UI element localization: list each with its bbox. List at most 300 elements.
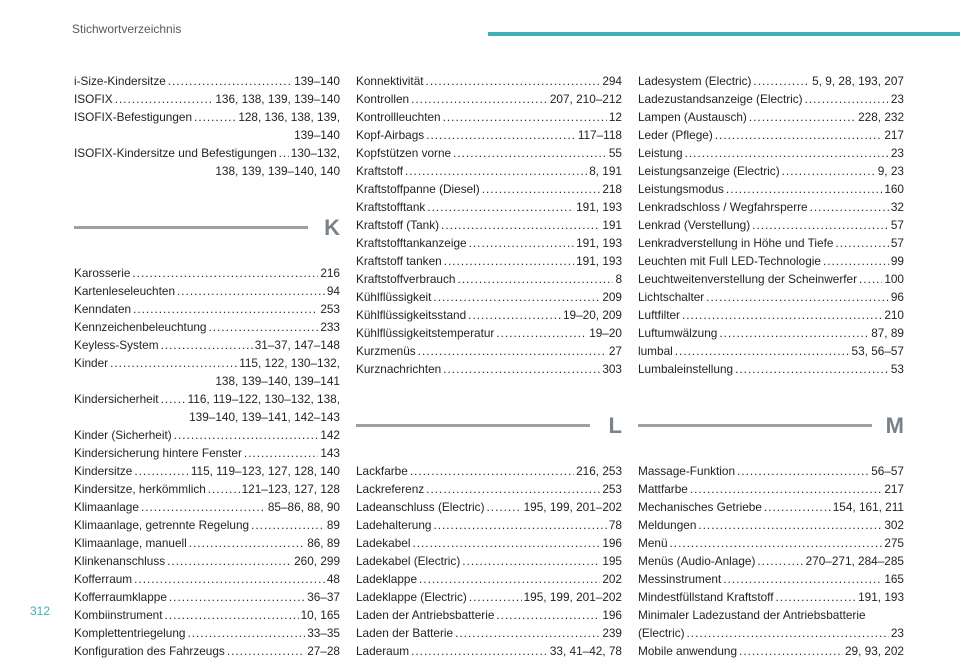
- page-reference: 100: [884, 272, 904, 286]
- index-entry: [74, 498, 340, 516]
- page-reference: 160: [884, 182, 904, 196]
- index-term: Luftfilter: [638, 308, 680, 322]
- index-term: Kontrollen: [356, 92, 410, 106]
- index-entry: [638, 534, 904, 552]
- index-term: Ladeanschluss (Electric): [356, 500, 485, 514]
- dot-leader: [433, 288, 600, 306]
- dot-leader: [410, 462, 574, 480]
- dot-leader: [468, 306, 561, 324]
- dot-leader: [279, 144, 289, 162]
- index-column-2: [356, 72, 622, 660]
- index-entry: [356, 480, 622, 498]
- page-reference: 165: [884, 572, 904, 586]
- index-entry: [356, 534, 622, 552]
- dot-leader: [194, 108, 236, 126]
- index-term: Konnektivität: [356, 74, 424, 88]
- page-reference-continued: 138, 139, 139–140, 140: [215, 164, 340, 178]
- page-reference-continued: 138, 139–140, 139–141: [215, 374, 340, 388]
- page-reference: 136, 138, 139, 139–140: [215, 92, 340, 106]
- page-reference: 154, 161, 211: [832, 500, 904, 514]
- dot-leader: [411, 642, 548, 660]
- page-reference: 94: [326, 284, 340, 298]
- index-entry: [638, 342, 904, 360]
- page-reference: 253: [602, 482, 622, 496]
- index-entry: [638, 144, 904, 162]
- index-entry: [74, 534, 340, 552]
- page-reference: 218: [602, 182, 622, 196]
- dot-leader: [685, 144, 889, 162]
- index-term: Kraftstoffverbrauch: [356, 272, 456, 286]
- index-entry: [356, 324, 622, 342]
- index-column-1: [74, 72, 340, 660]
- page-reference-continued: 139–140: [294, 128, 340, 142]
- index-term: Laden der Batterie: [356, 626, 454, 640]
- index-term: Ladesystem (Electric): [638, 74, 752, 88]
- page-reference: 33, 41–42, 78: [549, 644, 622, 658]
- index-term: Leistungsmodus: [638, 182, 724, 196]
- page-reference: 303: [602, 362, 622, 376]
- dot-leader: [757, 552, 803, 570]
- index-entry: [74, 354, 340, 390]
- page-reference: 86, 89: [307, 536, 340, 550]
- index-term: Lackfarbe: [356, 464, 408, 478]
- page-reference: 29, 93, 202: [844, 644, 904, 658]
- index-term: Lackreferenz: [356, 482, 425, 496]
- dot-leader: [443, 108, 607, 126]
- index-entry: [638, 324, 904, 342]
- page-reference: 195, 199, 201–202: [523, 500, 622, 514]
- dot-leader: [433, 516, 606, 534]
- index-term: Lenkradschloss / Wegfahrsperre: [638, 200, 808, 214]
- page-reference: 196: [602, 608, 622, 622]
- index-entry: [356, 606, 622, 624]
- dot-leader: [782, 162, 876, 180]
- page-reference: 23: [890, 92, 904, 106]
- dot-leader: [457, 270, 613, 288]
- section-heading: [356, 414, 622, 454]
- page-reference: 27: [608, 344, 622, 358]
- page-reference: 57: [890, 236, 904, 250]
- dot-leader: [134, 570, 325, 588]
- index-term: Ladeklappe (Electric): [356, 590, 467, 604]
- dot-leader: [698, 516, 882, 534]
- page-reference: 239: [602, 626, 622, 640]
- dot-leader: [418, 342, 607, 360]
- index-term: lumbal: [638, 344, 673, 358]
- index-term: Leistungsanzeige (Electric): [638, 164, 780, 178]
- index-entry: [74, 300, 340, 318]
- index-entry: [74, 90, 340, 108]
- index-term: Kinder (Sicherheit): [74, 428, 172, 442]
- index-entry: [74, 282, 340, 300]
- page-reference: 195, 199, 201–202: [523, 590, 622, 604]
- index-term: Ladekabel (Electric): [356, 554, 461, 568]
- page-reference: 270–271, 284–285: [805, 554, 904, 568]
- index-entry: [356, 588, 622, 606]
- header-accent-bar: [488, 32, 960, 36]
- page-reference: 121–123, 127, 128: [241, 482, 340, 496]
- index-entry: [638, 570, 904, 588]
- page-reference: 99: [890, 254, 904, 268]
- index-term: Kühlflüssigkeitsstand: [356, 308, 467, 322]
- index-term: Klimaanlage, manuell: [74, 536, 187, 550]
- dot-leader: [134, 462, 189, 480]
- index-entry: [638, 126, 904, 144]
- index-term: i-Size-Kindersitze: [74, 74, 166, 88]
- index-term: Kraftstofftank: [356, 200, 426, 214]
- index-entry: [74, 642, 340, 660]
- dot-leader: [737, 462, 869, 480]
- index-entry: [356, 234, 622, 252]
- dot-leader: [835, 234, 888, 252]
- dot-leader: [132, 264, 318, 282]
- dot-leader: [764, 498, 831, 516]
- index-entry: [74, 570, 340, 588]
- index-entry: [638, 270, 904, 288]
- index-entry: [638, 234, 904, 252]
- dot-leader: [208, 480, 240, 498]
- dot-leader: [823, 252, 889, 270]
- dot-leader: [675, 342, 850, 360]
- page-reference: 191, 193: [576, 200, 622, 214]
- index-entry: [638, 480, 904, 498]
- index-entry: [74, 336, 340, 354]
- index-term: Kindersicherung hintere Fenster: [74, 446, 242, 460]
- index-term: Kofferraum: [74, 572, 133, 586]
- page-reference: 253: [320, 302, 340, 316]
- index-entry: [356, 252, 622, 270]
- dot-leader: [115, 90, 214, 108]
- dot-leader: [443, 360, 600, 378]
- index-term: Kontrollleuchten: [356, 110, 441, 124]
- index-entry: [356, 198, 622, 216]
- page-reference: 10, 165: [300, 608, 340, 622]
- index-entry: [74, 426, 340, 444]
- dot-leader: [167, 552, 292, 570]
- dot-leader: [706, 288, 889, 306]
- index-term: Klimaanlage: [74, 500, 139, 514]
- dot-leader: [723, 570, 882, 588]
- dot-leader: [715, 126, 883, 144]
- index-entry: [638, 72, 904, 90]
- dot-leader: [455, 624, 600, 642]
- dot-leader: [753, 72, 810, 90]
- index-term: Kindersitze: [74, 464, 133, 478]
- page-reference: 87, 89: [871, 326, 904, 340]
- dot-leader: [496, 324, 587, 342]
- page-reference: 143: [320, 446, 340, 460]
- index-entry: [356, 516, 622, 534]
- page-reference: 117–118: [577, 128, 622, 142]
- index-entry: [638, 642, 904, 660]
- index-term: ISOFIX-Befestigungen: [74, 110, 193, 124]
- index-term: Kopf-Airbags: [356, 128, 425, 142]
- dot-leader: [177, 282, 325, 300]
- index-entry: [74, 444, 340, 462]
- index-entry: [638, 588, 904, 606]
- page-reference: 210: [884, 308, 904, 322]
- index-term: Konfiguration des Fahrzeugs: [74, 644, 225, 658]
- dot-leader: [776, 588, 857, 606]
- dot-leader: [426, 480, 600, 498]
- index-entry: [356, 498, 622, 516]
- index-entry: [356, 108, 622, 126]
- index-entry: [74, 588, 340, 606]
- page-reference: 217: [884, 482, 904, 496]
- index-term: Komplettentriegelung: [74, 626, 186, 640]
- index-term: Kurznachrichten: [356, 362, 442, 376]
- index-term: Menü: [638, 536, 668, 550]
- dot-leader: [227, 642, 305, 660]
- page-reference: 115, 122, 130–132,: [239, 356, 340, 370]
- dot-leader: [188, 624, 306, 642]
- page-reference: 78: [608, 518, 622, 532]
- index-entry: [638, 90, 904, 108]
- index-entry: [356, 306, 622, 324]
- index-term: Kraftstofftankanzeige: [356, 236, 467, 250]
- section-letter: K: [324, 215, 340, 240]
- index-term: Leuchten mit Full LED-Technologie: [638, 254, 821, 268]
- page-reference-continued: 139–140, 139–141, 142–143: [189, 410, 340, 424]
- index-term: Kindersicherheit: [74, 392, 159, 406]
- index-entry: [74, 606, 340, 624]
- index-section-continued: [74, 72, 340, 180]
- dot-leader: [110, 354, 237, 372]
- index-entry: [74, 516, 340, 534]
- index-term: Ladezustandsanzeige (Electric): [638, 92, 803, 106]
- index-term: Ladekabel: [356, 536, 411, 550]
- index-term: Mechanisches Getriebe: [638, 500, 762, 514]
- page-reference: 130–132,: [290, 146, 340, 160]
- dot-leader: [412, 534, 600, 552]
- index-term: Kraftstoff: [356, 164, 403, 178]
- page-reference: 19–20: [589, 326, 622, 340]
- page-header-title: Stichwortverzeichnis: [72, 22, 182, 36]
- dot-leader: [244, 444, 318, 462]
- index-entry: [74, 72, 340, 90]
- page-reference: 196: [602, 536, 622, 550]
- index-term: Minimaler Ladezustand der Antriebsbatterie: [638, 608, 866, 622]
- page-reference: 191, 193: [576, 254, 622, 268]
- dot-leader: [169, 588, 305, 606]
- dot-leader: [426, 72, 601, 90]
- index-section-continued: [638, 72, 904, 378]
- dot-leader: [726, 180, 882, 198]
- index-term: Ladehalterung: [356, 518, 432, 532]
- index-term: Kraftstoff (Tank): [356, 218, 440, 232]
- index-term: Menüs (Audio-Anlage): [638, 554, 756, 568]
- index-entry: [74, 144, 340, 180]
- index-term: Lichtschalter: [638, 290, 705, 304]
- page-reference: 275: [884, 536, 904, 550]
- index-entry: [356, 72, 622, 90]
- index-term: (Electric): [638, 626, 685, 640]
- index-term: Kartenleseleuchten: [74, 284, 175, 298]
- page-reference: 32: [890, 200, 904, 214]
- index-entry: [356, 270, 622, 288]
- index-term: Massage-Funktion: [638, 464, 736, 478]
- page-reference: 56–57: [871, 464, 904, 478]
- page-reference: 191: [602, 218, 622, 232]
- index-entry: [638, 198, 904, 216]
- dot-leader: [453, 144, 607, 162]
- index-entry: [74, 480, 340, 498]
- dot-leader: [419, 570, 600, 588]
- index-entry: [638, 288, 904, 306]
- page-reference: 53, 56–57: [851, 344, 904, 358]
- dot-leader: [426, 126, 576, 144]
- page-reference: 191, 193: [858, 590, 904, 604]
- index-entry: [356, 360, 622, 378]
- index-term: Leuchtweitenverstellung der Scheinwerfer: [638, 272, 858, 286]
- index-term: Kraftstoffpanne (Diesel): [356, 182, 480, 196]
- dot-leader: [752, 216, 889, 234]
- index-entry: [356, 462, 622, 480]
- dot-leader: [427, 198, 574, 216]
- index-entry: [356, 180, 622, 198]
- dot-leader: [496, 606, 600, 624]
- index-entry: [74, 390, 340, 426]
- page-reference: 23: [890, 626, 904, 640]
- page-reference: 57: [890, 218, 904, 232]
- page-reference: 260, 299: [294, 554, 340, 568]
- page-number: 312: [30, 604, 51, 618]
- index-term: Kinder: [74, 356, 109, 370]
- index-term: Meldungen: [638, 518, 697, 532]
- dot-leader: [251, 516, 325, 534]
- index-entry: [74, 264, 340, 282]
- dot-leader: [469, 234, 574, 252]
- page-reference: 228, 232: [858, 110, 904, 124]
- page-reference: 48: [326, 572, 340, 586]
- index-entry: [638, 216, 904, 234]
- dot-leader: [189, 534, 305, 552]
- page-reference: 89: [326, 518, 340, 532]
- index-entry: [638, 552, 904, 570]
- index-entry: [356, 552, 622, 570]
- index-term: Kühlflüssigkeit: [356, 290, 432, 304]
- dot-leader: [411, 90, 548, 108]
- index-term: Kombiinstrument: [74, 608, 163, 622]
- dot-leader: [469, 588, 522, 606]
- index-entry: [638, 108, 904, 126]
- section-divider: [356, 424, 590, 427]
- index-entry: [74, 462, 340, 480]
- index-term: Kopfstützen vorne: [356, 146, 452, 160]
- index-section-continued: [356, 72, 622, 378]
- dot-leader: [209, 318, 319, 336]
- index-term: Ladeklappe: [356, 572, 418, 586]
- index-term: Lumbaleinstellung: [638, 362, 734, 376]
- dot-leader: [687, 624, 889, 642]
- index-term: Kurzmenüs: [356, 344, 416, 358]
- page-reference: 207, 210–212: [549, 92, 622, 106]
- index-entry: [638, 606, 904, 624]
- index-entry: [356, 90, 622, 108]
- index-term: Lenkradverstellung in Höhe und Tiefe: [638, 236, 834, 250]
- page-reference: 85–86, 88, 90: [267, 500, 340, 514]
- index-entry: [638, 252, 904, 270]
- index-section-m: [638, 414, 904, 660]
- dot-leader: [670, 534, 883, 552]
- page-reference: 5, 9, 28, 193, 207: [812, 74, 904, 88]
- index-term: Kenndaten: [74, 302, 132, 316]
- dot-leader: [749, 108, 856, 126]
- index-term: Karosserie: [74, 266, 131, 280]
- index-term: Kennzeichenbeleuchtung: [74, 320, 207, 334]
- page-reference: 202: [602, 572, 622, 586]
- page-reference: 55: [608, 146, 622, 160]
- dot-leader: [444, 252, 574, 270]
- index-term: Mobile anwendung: [638, 644, 738, 658]
- page-reference: 142: [320, 428, 340, 442]
- page-reference: 8, 191: [589, 164, 622, 178]
- page-reference: 233: [320, 320, 340, 334]
- dot-leader: [805, 90, 889, 108]
- index-term: Leder (Pflege): [638, 128, 713, 142]
- index-term: Leistung: [638, 146, 683, 160]
- index-entry: [638, 162, 904, 180]
- page-reference: 216, 253: [576, 464, 622, 478]
- section-heading: [74, 216, 340, 256]
- dot-leader: [487, 498, 522, 516]
- dot-leader: [174, 426, 319, 444]
- index-term: Lampen (Austausch): [638, 110, 747, 124]
- index-entry: [74, 318, 340, 336]
- dot-leader: [690, 480, 882, 498]
- index-term: Laderaum: [356, 644, 410, 658]
- page-reference: 302: [884, 518, 904, 532]
- index-entry: [356, 126, 622, 144]
- page-reference: 209: [602, 290, 622, 304]
- page-reference: 19–20, 209: [562, 308, 622, 322]
- index-term: Mindestfüllstand Kraftstoff: [638, 590, 774, 604]
- section-heading: [638, 414, 904, 454]
- page-reference: 31–37, 147–148: [254, 338, 340, 352]
- dot-leader: [161, 390, 186, 408]
- index-entry: [638, 498, 904, 516]
- index-term: Kraftstoff tanken: [356, 254, 442, 268]
- dot-leader: [859, 270, 882, 288]
- page-reference: 128, 136, 138, 139,: [238, 110, 340, 124]
- index-entry: [356, 288, 622, 306]
- page-reference: 191, 193: [576, 236, 622, 250]
- page-reference: 8: [615, 272, 622, 286]
- section-letter: M: [885, 413, 904, 438]
- dot-leader: [719, 324, 869, 342]
- dot-leader: [161, 336, 253, 354]
- page-reference: 217: [884, 128, 904, 142]
- page-reference: 23: [890, 146, 904, 160]
- page-reference: 294: [602, 74, 622, 88]
- page-reference: 96: [890, 290, 904, 304]
- index-entry: [356, 342, 622, 360]
- section-divider: [74, 226, 308, 229]
- page-reference: 33–35: [307, 626, 340, 640]
- dot-leader: [168, 72, 292, 90]
- index-entry: [638, 360, 904, 378]
- index-entry: [356, 216, 622, 234]
- index-term: Kofferraumklappe: [74, 590, 167, 604]
- dot-leader: [735, 360, 889, 378]
- index-column-3: [638, 72, 904, 660]
- section-letter: L: [608, 413, 622, 438]
- dot-leader: [441, 216, 600, 234]
- index-entry: [638, 180, 904, 198]
- dot-leader: [462, 552, 600, 570]
- dot-leader: [482, 180, 601, 198]
- index-section-l: [356, 414, 622, 660]
